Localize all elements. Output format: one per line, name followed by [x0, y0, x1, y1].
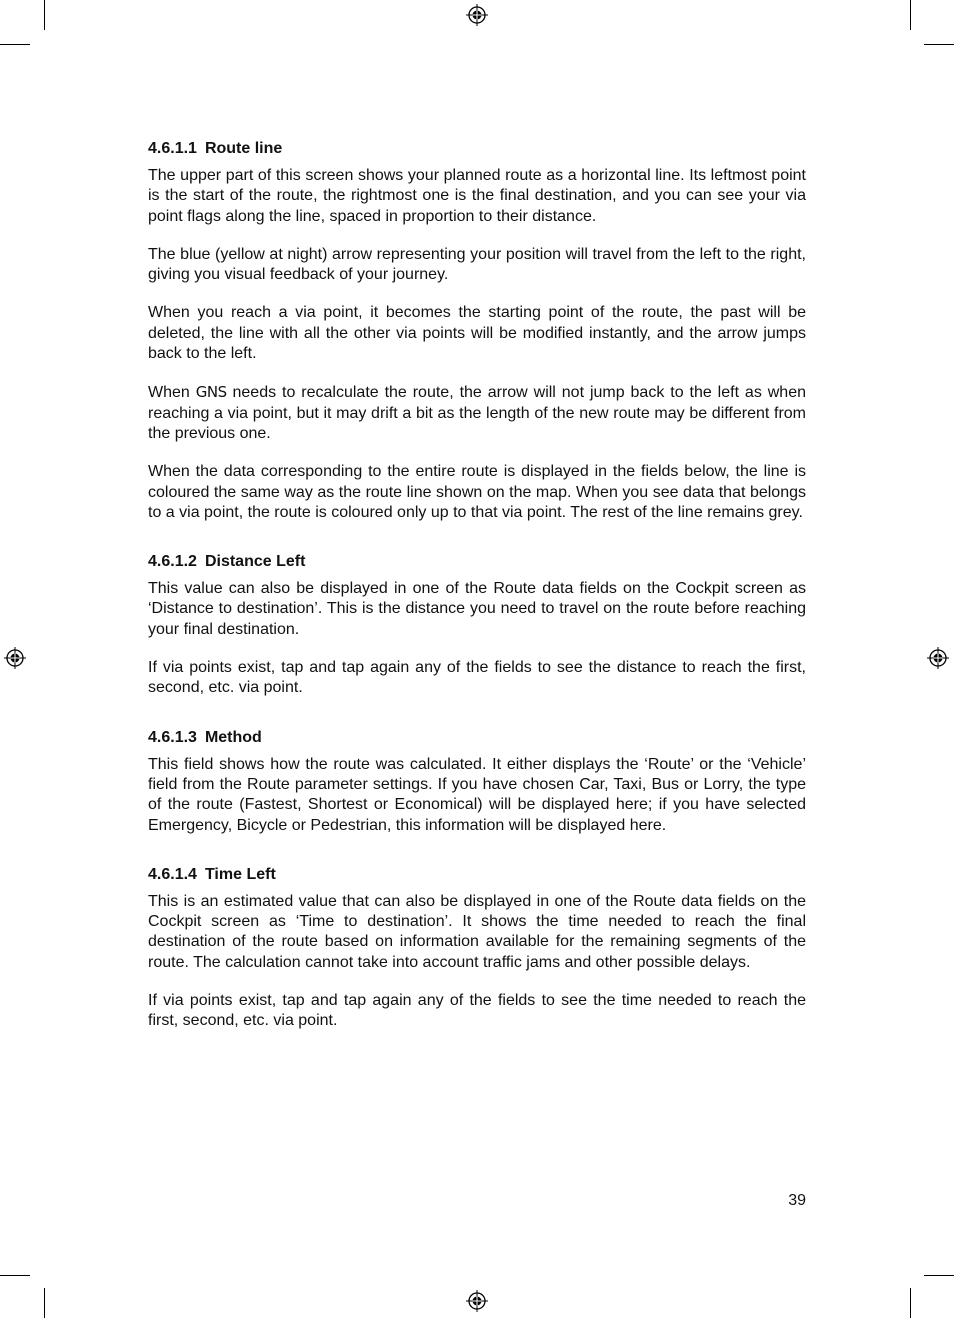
crop-mark-bottom-right-vertical — [910, 1288, 911, 1318]
section-heading — [148, 727, 806, 749]
paragraph: This value can also be displayed in one of the Route data fields on the Cockpit screen as ‘Distance to destination’. This is the distance you need to travel on the route before reaching your final destination. — [148, 580, 806, 638]
registration-mark-icon — [927, 647, 949, 669]
paragraph: The upper part of this screen shows your planned route as a horizontal line. Its leftmost point is the start of the route, the rightmost one is the final destination, and you can see your via point flags along the line, spaced in proportion to their distance. — [148, 167, 806, 225]
crop-mark-bottom-left-vertical — [44, 1288, 45, 1318]
section-number: 4.6.1.3 — [148, 728, 197, 746]
section-title: Method — [204, 728, 262, 746]
page-number: 39 — [788, 1192, 806, 1209]
paragraph: This field shows how the route was calculated. It either displays the ‘Route’ or the ‘Vehicle’ field from the Route parameter settings. If you have chosen Car, Taxi, Bus or Lorry, the type of the route (Fastest, Shortest or Economical) will be displayed here; if you have selected Emergency, Bicycle or Pedestrian, this information will be displayed here. — [148, 755, 806, 834]
crop-mark-bottom-right-horizontal — [924, 1275, 954, 1276]
crop-mark-top-right-vertical — [910, 0, 911, 30]
page-content — [148, 138, 806, 1032]
section-method — [148, 727, 806, 836]
crop-mark-top-right-horizontal — [924, 44, 954, 45]
section-heading — [148, 138, 806, 160]
paragraph — [148, 382, 806, 444]
section-time-left — [148, 864, 806, 1032]
section-heading — [148, 864, 806, 886]
paragraph: When the data corresponding to the entire route is displayed in the fields below, the line is coloured the same way as the route line shown on the map. When you see data that belongs to a via point, the route is coloured only up to that via point. The rest of the line remains grey. — [148, 463, 806, 521]
paragraph-text: needs to recalculate the route, the arrow will not jump back to the left as when reaching a via point, but it may drift a bit as the length of the new route may be different from the previous one. — [148, 384, 806, 442]
section-number: 4.6.1.4 — [148, 865, 197, 883]
registration-mark-icon — [4, 647, 26, 669]
brand-name: GNS — [195, 383, 227, 402]
section-distance-left — [148, 551, 806, 698]
paragraph: When you reach a via point, it becomes the starting point of the route, the past will be deleted, the line with all the other via points will be modified instantly, and the arrow jumps back to the left. — [148, 304, 806, 363]
section-heading — [148, 551, 806, 573]
section-route-line — [148, 138, 806, 523]
paragraph-text: When — [148, 384, 196, 402]
crop-mark-top-left-horizontal — [0, 44, 30, 45]
section-number: 4.6.1.2 — [148, 553, 197, 571]
section-title: Time Left — [204, 865, 276, 883]
section-title: Distance Left — [204, 553, 306, 571]
section-number: 4.6.1.1 — [148, 140, 197, 157]
crop-mark-bottom-left-horizontal — [0, 1275, 30, 1276]
crop-mark-top-left-vertical — [44, 0, 45, 30]
section-title: Route line — [204, 140, 283, 157]
paragraph: If via points exist, tap and tap again any of the fields to see the distance to reach the first, second, etc. via point. — [148, 659, 806, 697]
registration-mark-icon — [466, 1290, 488, 1312]
paragraph: This is an estimated value that can also be displayed in one of the Route data fields on the Cockpit screen as ‘Time to destination’. It shows the time needed to reach the final destination of the route based on information available for the remaining segments of the route. The calculation cannot take into account traffic jams and other possible delays. — [148, 892, 806, 971]
paragraph: If via points exist, tap and tap again any of the fields to see the time needed to reach the first, second, etc. via point. — [148, 992, 806, 1030]
registration-mark-icon — [466, 4, 488, 26]
paragraph: The blue (yellow at night) arrow representing your position will travel from the left to the right, giving you visual feedback of your journey. — [148, 245, 806, 284]
